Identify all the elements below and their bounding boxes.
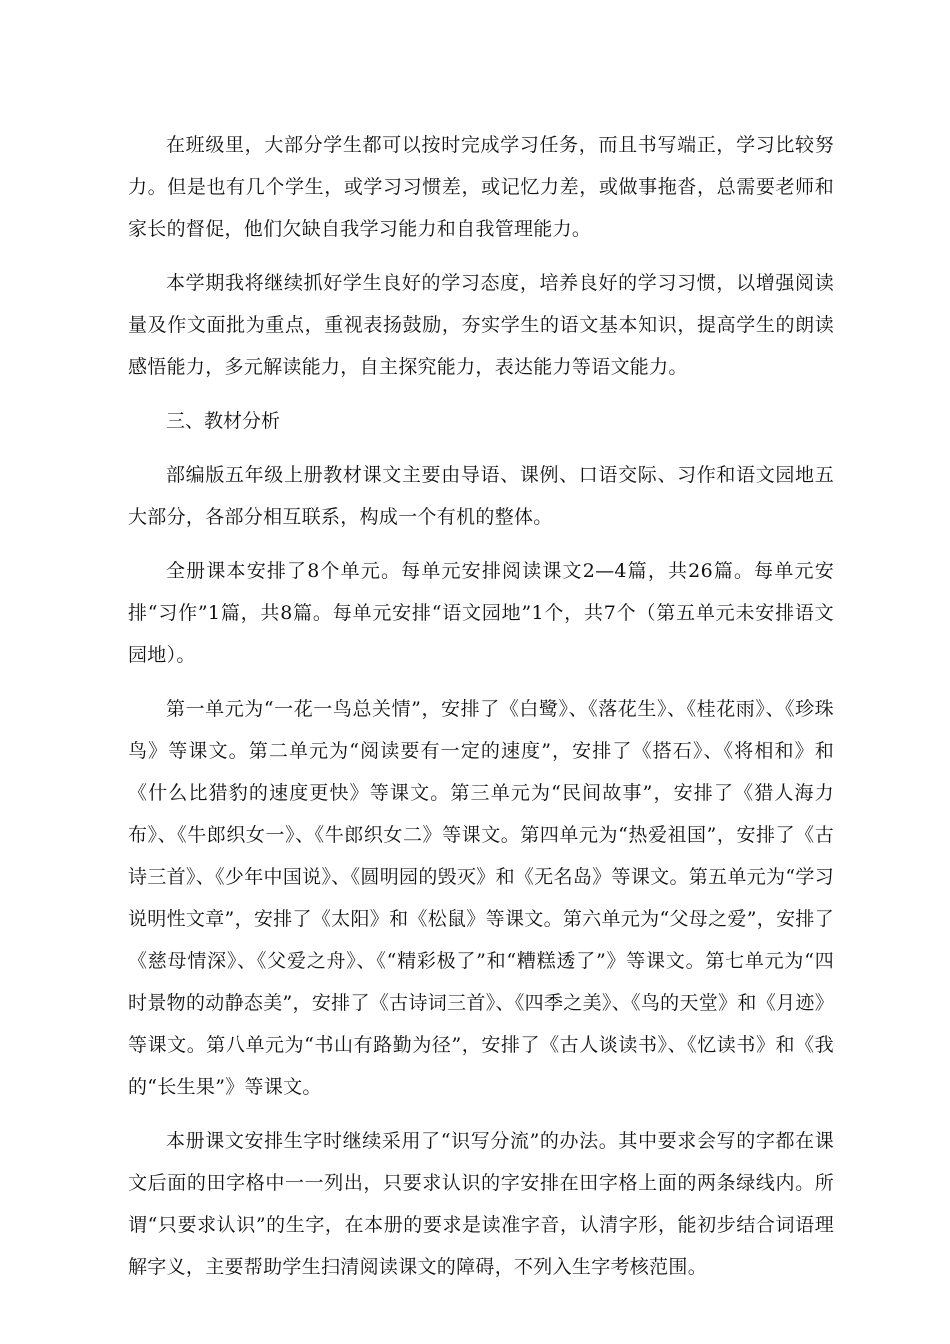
paragraph-unit-arrangement: 全册课本安排了8个单元。每单元安排阅读课文2—4篇，共26篇。每单元安排“习作”1篇，共8篇。每单元安排“语文园地”1个，共7个（第五单元未安排语文园地）。 bbox=[128, 560, 834, 666]
paragraph-textbook-structure: 部编版五年级上册教材课文主要由导语、课例、口语交际、习作和语文园地五大部分，各部分相互联系，构成一个有机的整体。 bbox=[128, 464, 834, 528]
paragraph-class-situation: 在班级里，大部分学生都可以按时完成学习任务，而且书写端正，学习比较努力。但是也有几个学生，或学习习惯差，或记忆力差，或做事拖沓，总需要老师和家长的督促，他们欠缺自我学习能力和自我管理能力。 bbox=[128, 134, 834, 240]
document-page bbox=[128, 124, 834, 1300]
paragraph-new-characters: 本册课文安排生字时继续采用了“识写分流”的办法。其中要求会写的字都在课文后面的田字格中一一列出，只要求认识的字安排在田字格上面的两条绿线内。所谓“只要求认识”的生字，在本册的要求是读准字音，认清字形，能初步结合词语理解字义，主要帮助学生扫清阅读课文的障碍，不列入生字考核范围。 bbox=[128, 1130, 834, 1278]
paragraph-unit-contents: 第一单元为“一花一鸟总关情”，安排了《白鹭》、《落花生》、《桂花雨》、《珍珠鸟》等课文。第二单元为“阅读要有一定的速度”，安排了《搭石》、《将相和》和《什么比猎豹的速度更快》等课文。第三单元为“民间故事”，安排了《猎人海力布》、《牛郎织女一》、《牛郎织女二》等课文。第四单元为“热爱祖国”，安排了《古诗三首》、《少年中国说》、《圆明园的毁灭》和《无名岛》等课文。第五单元为“学习说明性文章”，安排了《太阳》和《松鼠》等课文。第六单元为“父母之爱”，安排了《慈母情深》、《父爱之舟》、《“精彩极了”和“糟糕透了”》等课文。第七单元为“四时景物的动静态美”，安排了《古诗词三首》、《四季之美》、《鸟的天堂》和《月迹》等课文。第八单元为“书山有路勤为径”，安排了《古人谈读书》、《忆读书》和《我的“长生果”》等课文。 bbox=[128, 698, 834, 1098]
paragraph-semester-goals: 本学期我将继续抓好学生良好的学习态度，培养良好的学习习惯，以增强阅读量及作文面批为重点，重视表扬鼓励，夯实学生的语文基本知识，提高学生的朗读感悟能力，多元解读能力，自主探究能力，表达能力等语文能力。 bbox=[128, 272, 834, 378]
section-heading-textbook-analysis: 三、教材分析 bbox=[166, 410, 281, 432]
